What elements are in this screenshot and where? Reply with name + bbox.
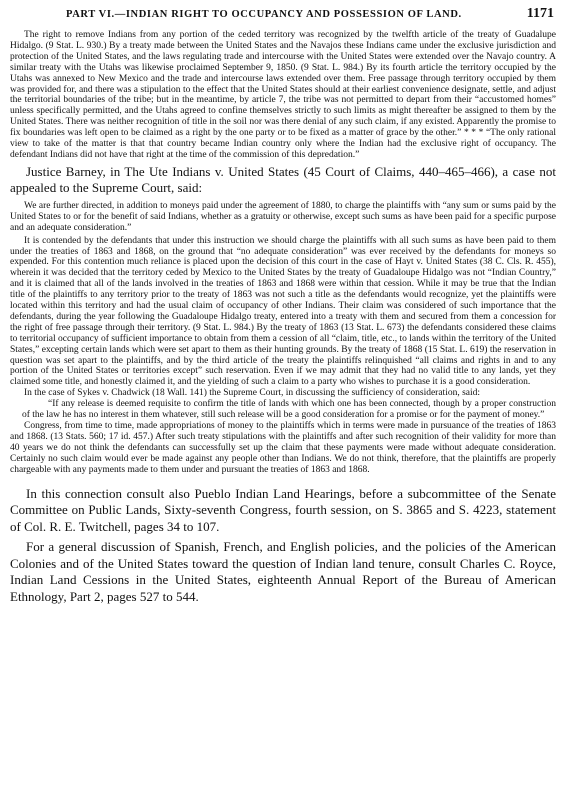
page-header [10,6,556,22]
page-number: 1171 [526,6,554,21]
para-guadalupe-hidalgo: The right to remove Indians from any portion of the ceded territory was recognized by the twelfth article of the treaty of Guadalupe Hidalgo. (9 Stat. L. 930.) By a treaty made between the United States and the Navajos these Indians came under the exclusive jurisdiction and protection of the United States, and the laws regulating trade and intercourse with the United States were extended over the Navajo country. A similar treaty with the Utahs was likewise proclaimed September 9, 1850. (9 Stat. L. 984.) By its fourth article the territory occupied by the Utahs was annexed to New Mexico and the trade and intercourse laws extended over them. Free passage through territory occupied by them was provided for, and there was a stipulation to the effect that the United States should at their earliest convenience designate, settle, and adjust the territorial boundaries of the tribe; but in the meantime, by article 7, the tribe was not permitted to depart from their “accustomed homes” unless specifically permitted, and the Utahs agreed to confine themselves strictly to such limits as might thereafter be assigned to them by the United States. There was neither recognition of title in the soil nor was there denial of any such claim, if any existed. Apparently the promise to fix boundaries was left open to be claimed as a right by the one party or to be fixed as a matter of grace by the other.” * * * “The only rational view to take of the matter is that that country became Indian country only where the Indian had the exclusive right of occupancy. The defendant Indians did not have that right at the time of the commission of this depredation.” [10,30,556,160]
para-sykes-chadwick: In the case of Sykes v. Chadwick (18 Wall. 141) the Supreme Court, in discussing the sufficiency of consideration, said: [24,388,481,399]
para-pueblo-hearings: In this connection consult also Pueblo Indian Land Hearings, before a subcommittee of the Senate Committee on Public Lands, Sixty-seventh Congress, fourth session, on S. 3865 and S. 4223, statement of Col. R. E. Twitchell, pages 34 to 107. [10,485,556,534]
para-justice-barney: Justice Barney, in The Ute Indians v. United States (45 Court of Claims, 440–465–466), a case not appealed to the Supreme Court, said: [10,163,556,196]
para-further-directed: We are further directed, in addition to moneys paid under the agreement of 1880, to charge the plaintiffs with “any sum or sums paid by the United States to or for the benefit of said Indians, whether as a gratuity or otherwise, except such sums as have been paid for a specific purpose and an adequate consideration.” [10,200,556,233]
para-congress: Congress, from time to time, made appropriations of money to the plaintiffs which in terms were made in pursuance of the treaties of 1863 and 1868. (13 Stats. 560; 17 id. 457.) After such treaty stipulations with the plaintiffs and after such recognition of their validity for more than 40 years we do not think the defendants can successfully set up the claim that these payments were made without adequate consideration. Certainly no such claim would ever be made against any people other than Indians. We do not think, therefore, that the plaintiffs are properly chargeable with any payments made to them under and pursuant the treaties of 1863 and 1868. [10,421,556,475]
para-contended: It is contended by the defendants that under this instruction we should charge the plaintiffs with all such sums as have been paid to them under the treaties of 1863 and 1868, on the ground that “no adequate consideration” was ever received by the defendants for moneys so expended. For this contention much reliance is placed upon the decision of this court in the case of Hayt v. United States (38 C. Cls. R. 455), wherein it was decided that the territory ceded by Mexico to the United States by the treaty of Guadaloupe Hidalgo was not “Indian Country,” and it is claimed that all of the lands involved in the treaties of 1863 and 1868 were within that cession. While it may be true that the Indian title of the plaintiffs to any territory prior to the treaty of 1863 was not such a title as the defendants would recognize, yet the plaintiffs were located within this territory and had the usual claim of occupancy of other Indians. Their claim was considered of such importance that the defendants, during the year following the Guadaloupe Hidalgo treaty, entered into a treaty with them and secured from them a concession for the right of free passage through their territory. (9 Stat. L. 984.) By the treaty of 1863 (13 Stat. L. 673) the defendants considered these claims to territorial occupancy of sufficient importance to obtain from them a cession of all “claim, title, etc., to lands within the territory of the United States,” excepting certain lands which were set apart to them as their hunting grounds. By the treaty of 1868 (15 Stat. L. 619) the reservation in question was set apart to the plaintiffs, and by the third article of the treaty the plaintiffs relinquished “all claims and rights in and to any portion of the United States or territories except” such reservation. Even if we may admit that they had no valid title to any lands, yet they claimed some title, and honestly claimed it, and the yielding of such a claim to a party who wishes to purchase it is a good consideration. [10,235,556,388]
para-general-discussion: For a general discussion of Spanish, French, and English policies, and the policies of the American Colonies and of the United States toward the question of Indian land tenure, consult Charles C. Royce, Indian Land Cessions in the United States, eighteenth Annual Report of the Bureau of American Ethnology, Part 2, pages 527 to 544. [10,539,556,604]
running-head: PART VI.—INDIAN RIGHT TO OCCUPANCY AND POSSESSION OF LAND. [66,9,462,20]
para-release-quote: “If any release is deemed requisite to confirm the title of lands with which one has been connected, though by a proper construction of the law he has no interest in them whatever, still such release will be a good consideration for a promise or for the payment of money.” [22,399,556,421]
